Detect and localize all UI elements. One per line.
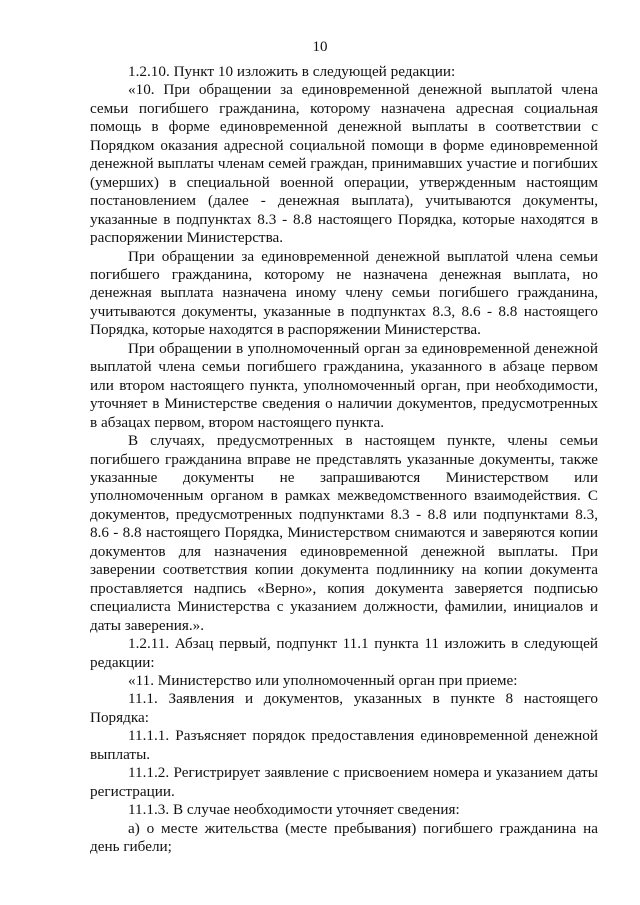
paragraph-item-11-1: 11.1. Заявления и документов, указанных в пункте 8 настоящего Порядка: <box>90 690 598 726</box>
paragraph-item-11: «11. Министерство или уполномоченный орган при приеме: <box>128 671 518 689</box>
paragraph-item-10-second: При обращении за единовременной денежной выплатой члена семьи погибшего гражданина, которому не назначена денежная выплата, но денежная выплата назначена иному члену семьи погибшего гражданина, учитываются документы, указанные в подпунктах 8.3, 8.6 - 8.8 настоящего Порядка, которые находятся в распоряжении Министерства. <box>90 247 598 339</box>
paragraph-item-11-1-2: 11.1.2. Регистрирует заявление с присвоением номера и указанием даты регистрации. <box>90 764 598 800</box>
paragraph-1-2-11-heading: 1.2.11. Абзац первый, подпункт 11.1 пункта 11 изложить в следующей редакции: <box>90 635 598 671</box>
paragraph-item-11-1-1: 11.1.1. Разъясняет порядок предоставления единовременной денежной выплаты. <box>90 727 598 763</box>
paragraph-item-11-1-3: 11.1.3. В случае необходимости уточняет сведения: <box>128 801 460 819</box>
paragraph-item-a: а) о месте жительства (месте пребывания) погибшего гражданина на день гибели; <box>90 819 598 856</box>
document-body <box>90 63 598 856</box>
paragraph-item-10-fourth: В случаях, предусмотренных в настоящем пункте, члены семьи погибшего гражданина вправе не представлять указанные документы, также указанные документы не запрашиваются Министерством или уполномоченным органом в рамках межведомственного взаимодействия. С документов, предусмотренных подпунктами 8.3 - 8.8 или подпунктами 8.3, 8.6 - 8.8 настоящего Порядка, Министерством снимаются и заверяются копии документов для назначения единовременной денежной выплаты. При заверении соответствия копии документа подлиннику на копии документа проставляется надпись «Верно», копия документа заверяется подписью специалиста Министерства с указанием должности, фамилии, инициалов и даты заверения.». <box>90 432 598 634</box>
paragraph-item-10-first: «10. При обращении за единовременной денежной выплатой члена семьи погибшего гражданина, которому назначена адресная социальная помощь в форме единовременной денежной выплаты в соответствии с Порядком оказания адресной социальной помощи в форме единовременной денежной выплаты членам семей граждан, принимавших участие и погибших (умерших) в специальной военной операции, утвержденным настоящим постановлением (далее - денежная выплата), учитываются документы, указанные в подпунктах 8.3 - 8.8 настоящего Порядка, которые находятся в распоряжении Министерства. <box>90 81 598 247</box>
page-number: 10 <box>312 39 328 55</box>
paragraph-item-10-third: При обращении в уполномоченный орган за единовременной денежной выплатой члена семьи погибшего гражданина, указанного в абзаце первом или втором настоящего пункта, уполномоченный орган, при необходимости, уточняет в Министерстве сведения о наличии документов, предусмотренных в абзацах первом, втором настоящего пункта. <box>90 339 598 431</box>
paragraph-1-2-10-heading: 1.2.10. Пункт 10 изложить в следующей редакции: <box>128 63 456 80</box>
